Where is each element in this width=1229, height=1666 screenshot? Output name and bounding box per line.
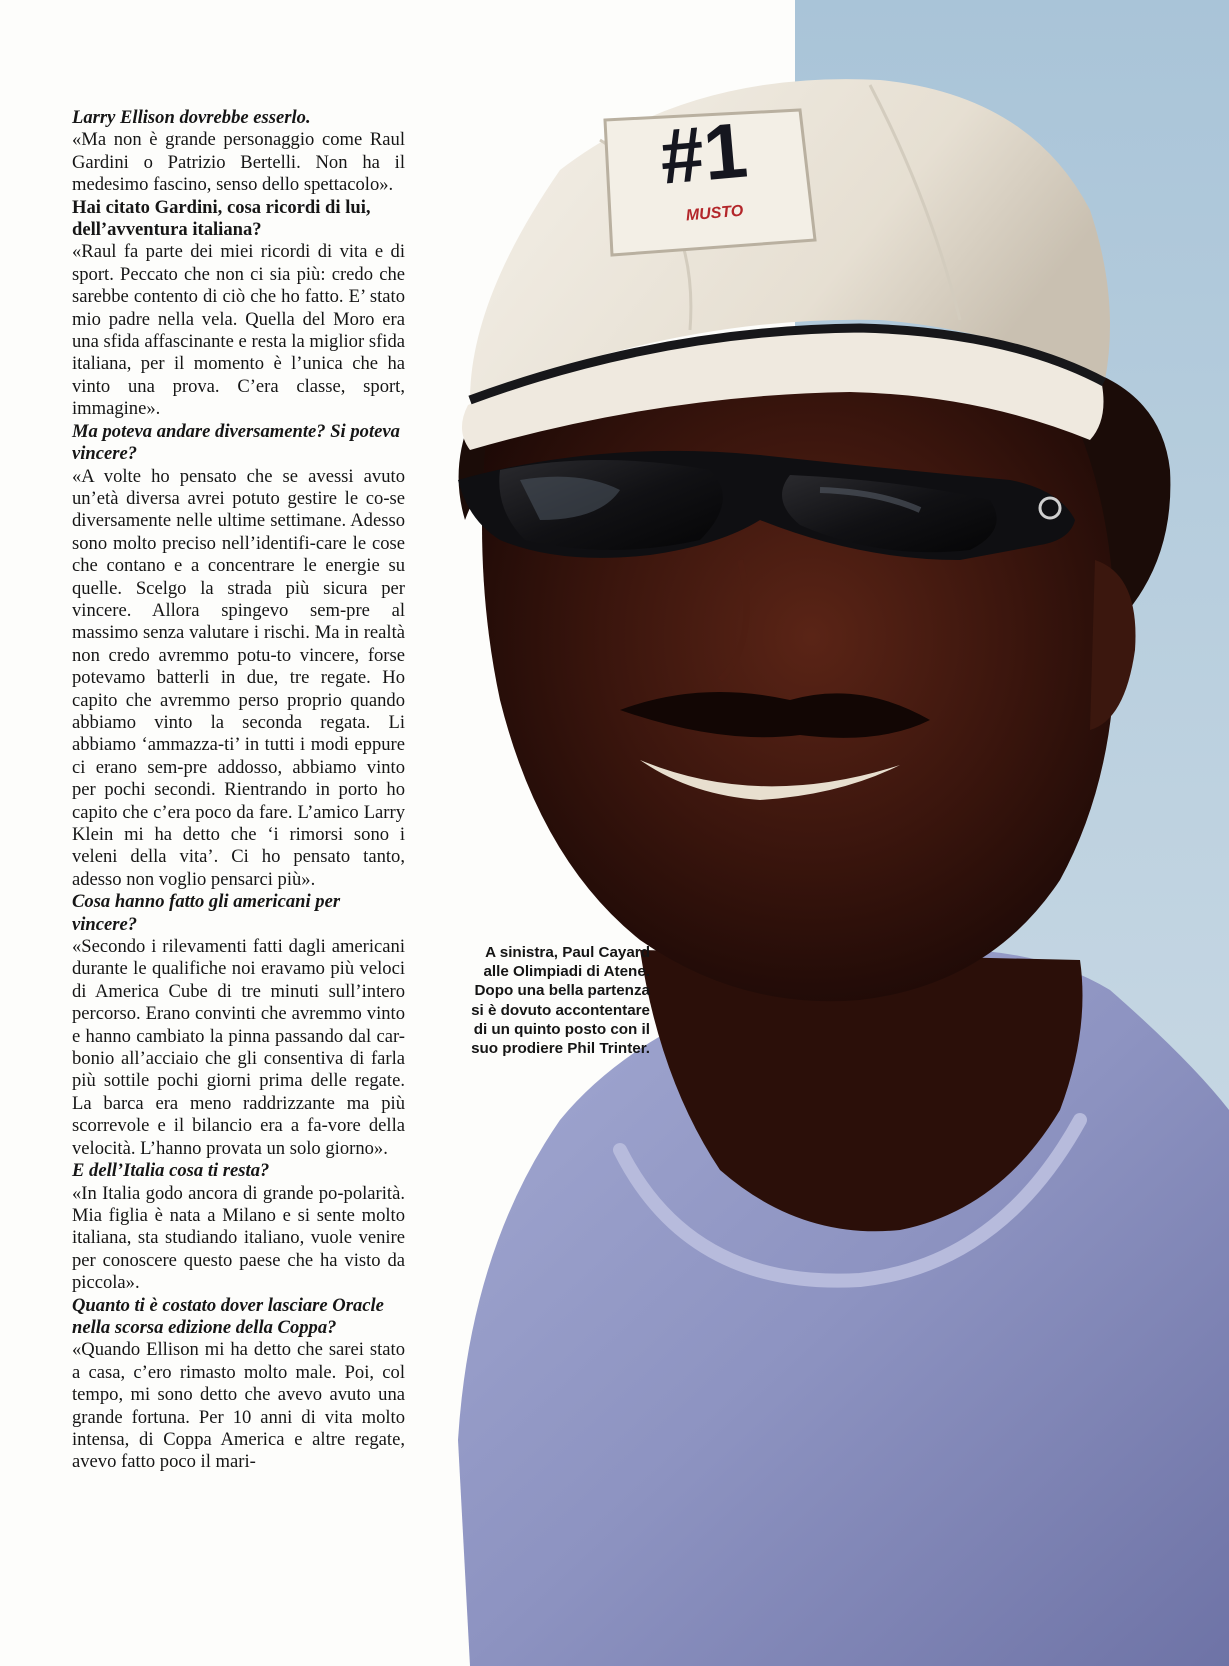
answer-paragraph: «Raul fa parte dei miei ricordi di vita e di sport. Peccato che non ci sia più: credo che sarebbe contento di ciò che ho fatto. E’ stato mio padre nella vela. Quella del Moro era una sfida affascinante e resta la miglior sfida italiana, per il momento è l’unica che ha vinto una prova. C’era classe, sport, immagine». [72,241,405,420]
question-paragraph: Larry Ellison dovrebbe esserlo. [72,107,311,128]
photo-caption [418,943,650,1058]
question-paragraph: Hai citato Gardini, cosa ricordi di lui, dell’avventura italiana? [72,196,371,241]
caption-line: si è dovuto accontentare [471,1001,650,1019]
question-paragraph: E dell’Italia cosa ti resta? [72,1160,270,1182]
caption-line: A sinistra, Paul Cayard [485,944,650,961]
question-paragraph: Quanto ti è costato dover lasciare Oracle nella scorsa edizione della Coppa? [72,1294,384,1338]
article-text [72,107,405,1474]
answer-paragraph: «Ma non è grande personaggio come Raul Gardini o Patrizio Bertelli. Non ha il medesimo fascino, senso dello spettacolo». [72,129,405,196]
question-paragraph: Ma poteva andare diversamente? Si poteva vincere? [72,420,400,465]
cap-brand: MUSTO [685,202,744,225]
face [482,339,1115,1002]
caption-line: alle Olimpiadi di Atene. [483,963,650,981]
answer-paragraph: «Secondo i rilevamenti fatti dagli americani durante le qualifiche noi eravamo più veloci di America Cube di tre minuti sull’intero percorso. Erano convinti che avremmo vinto e hanno cambiato la pinna passando dal car-bonio all’acciaio che gli consentiva di farla più sottile pochi giorni prima delle regate. La barca era meno raddrizzante ma più scorrevole e il bilancio era a fa-vore della velocità. L’hanno provata un solo giorno». [72,936,405,1159]
caption-line: suo prodiere Phil Trinter. [471,1040,650,1058]
caption-line: Dopo una bella partenza [474,982,650,1000]
question-paragraph: Cosa hanno fatto gli americani per vincere? [72,891,341,935]
answer-paragraph: «A volte ho pensato che se avessi avuto un’età diversa avrei potuto gestire le co-se diversamente nelle ultime settimane. Adesso sono molto preciso nell’identifi-care le cose che contano e a concentrare le energie su quelle. Scelgo la strada più sicura per vincere. Allora spingevo sem-pre al massimo senza valutare i rischi. Ma in realtà non credo avremmo potu-to vincere, forse potevamo batterli in due, tre regate. Ho capito che avremmo perso proprio quando abbiamo vinto la seconda regata. Li abbiamo ‘ammazza-ti’ in tutti i modi eppure ci erano sem-pre addosso, abbiamo vinto per pochi secondi. Rientrando in porto ho capito che c’era poco da fare. L’amico Larry Klein mi ha detto che ‘i rimorsi sono i veleni della vita’. Ci ho pensato tanto, adesso non voglio pensarci più». [72,465,405,890]
answer-paragraph: «Quando Ellison mi ha detto che sarei stato a casa, c’ero rimasto molto male. Poi, col tempo, mi sono detto che avevo avuto una grande fortuna. Per 10 anni di vita molto intensa, di Coppa America e altre regate, avevo fatto poco il mari- [72,1339,405,1473]
caption-line: di un quinto posto con il [473,1020,650,1038]
answer-paragraph: «In Italia godo ancora di grande po-polarità. Mia figlia è nata a Milano e si sente molto italiana, sta studiando italiano, vuole venire per conoscere questo paese che ha visto da piccola». [72,1182,405,1294]
cap-logo: #1 [656,105,751,201]
